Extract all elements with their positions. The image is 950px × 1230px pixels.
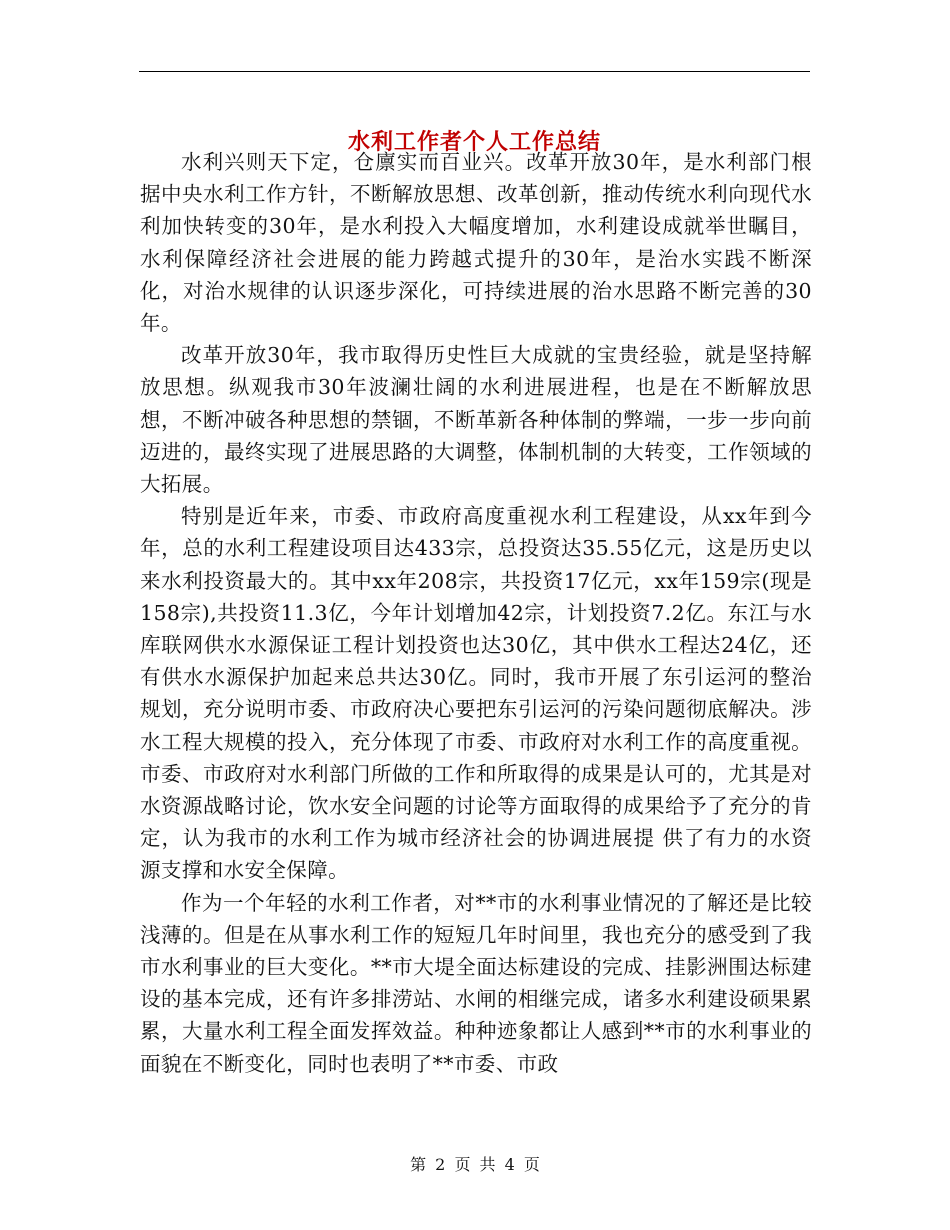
header-rule [139,71,810,72]
paragraph-1: 水利兴则天下定，仓廪实而百业兴。改革开放30年，是水利部门根据中央水利工作方针，不断解放思想、改革创新，推动传统水利向现代水利加快转变的30年，是水利投入大幅度增加，水利建设成就举世瞩目，水利保障经济社会进展的能力跨越式提升的30年，是治水实践不断深化，对治水规律的认识逐步深化，可持续进展的治水思路不断完善的30年。 [140,150,812,336]
document-body [140,146,812,1080]
paragraph-2: 改革开放30年，我市取得历史性巨大成就的宝贵经验，就是坚持解放思想。纵观我市30年波澜壮阔的水利进展进程，也是在不断解放思想，不断冲破各种思想的禁锢，不断革新各种体制的弊端，一步一步向前迈进的，最终实现了进展思路的大调整，体制机制的大转变，工作领域的大拓展。 [140,343,812,497]
paragraph-4: 作为一个年轻的水利工作者，对**市的水利事业情况的了解还是比较浅薄的。但是在从事水利工作的短短几年时间里，我也充分的感受到了我市水利事业的巨大变化。**市大堤全面达标建设的完成、挂影洲围达标建设的基本完成，还有许多排涝站、水闸的相继完成，诸多水利建设硕果累累，大量水利工程全面发挥效益。种种迹象都让人感到**市的水利事业的面貌在不断变化，同时也表明了**市委、市政 [140,890,812,1076]
document-title: 水利工作者个人工作总结 [347,128,601,155]
page-number: 第 2 页 共 4 页 [410,1155,540,1174]
paragraph-3: 特别是近年来，市委、市政府高度重视水利工程建设，从xx年到今年，总的水利工程建设项目达433宗，总投资达35.55亿元，这是历史以来水利投资最大的。其中xx年208宗，共投资17亿元，xx年159宗(现是158宗),共投资11.3亿，今年计划增加42宗，计划投资7.2亿。东江与水库联网供水水源保证工程计划投资也达30亿，其中供水工程达24亿，还有供水水源保护加起来总共达30亿。同时，我市开展了东引运河的整治规划，充分说明市委、市政府决心要把东引运河的污染问题彻底解决。涉水工程大规模的投入，充分体现了市委、市政府对水利工作的高度重视。市委、市政府对水利部门所做的工作和所取得的成果是认可的，尤其是对水资源战略讨论，饮水安全问题的讨论等方面取得的成果给予了充分的肯定，认为我市的水利工作为城市经济社会的协调进展提 供了有力的水资源支撑和水安全保障。 [140,504,812,883]
